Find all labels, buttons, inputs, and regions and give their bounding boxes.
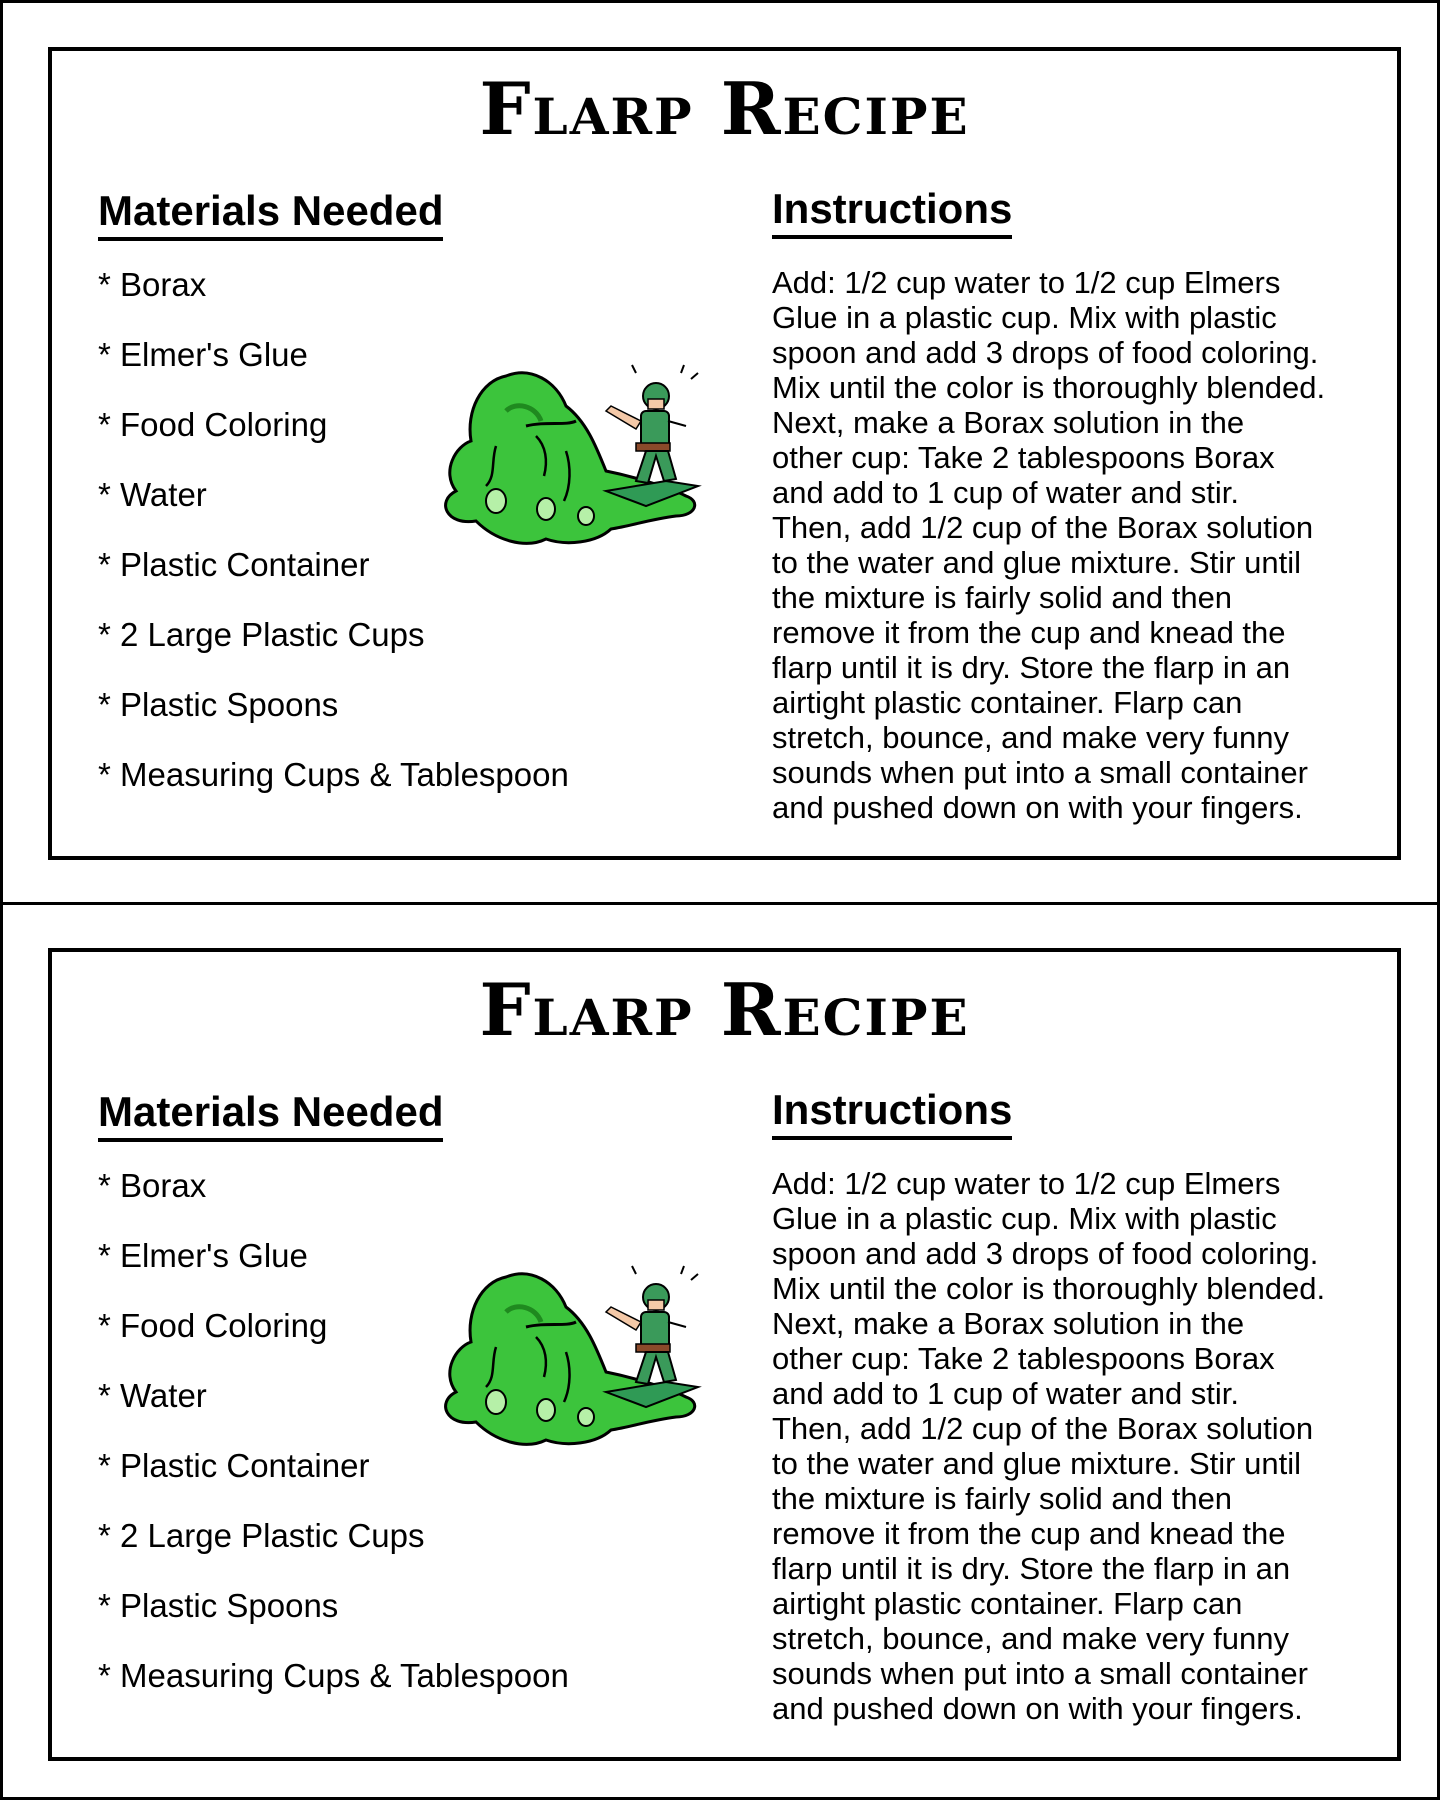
material-item: * Plastic Container [98,546,370,583]
material-item: * Water [98,476,207,513]
material-item: * Borax [98,266,207,303]
materials-heading: Materials Needed [98,1088,443,1142]
material-item: * Elmer's Glue [98,1237,308,1274]
materials-heading: Materials Needed [98,187,443,241]
recipe-card [48,948,1401,1761]
slime-monster-illustration [436,1252,726,1462]
instructions-heading: Instructions [772,185,1012,239]
material-item: * Elmer's Glue [98,336,308,373]
material-item: * 2 Large Plastic Cups [98,616,425,653]
material-item: * Water [98,1377,207,1414]
material-item: * Food Coloring [98,406,328,443]
material-item: * Plastic Spoons [98,686,339,723]
material-item: * Measuring Cups & Tablespoon [98,756,569,793]
material-item: * Plastic Container [98,1447,370,1484]
material-item: * 2 Large Plastic Cups [98,1517,425,1554]
card-title: Flarp Recipe [479,967,970,1052]
material-item: * Measuring Cups & Tablespoon [98,1657,569,1694]
instructions-text: Add: 1/2 cup water to 1/2 cup Elmers Glue in a plastic cup. Mix with plastic spoon and add 3 drops of food coloring. Mix until the color is thoroughly blended. Next, make a Borax solution in the other cup: Take 2 tablespoons Borax and add to 1 cup of water and stir. Then, add 1/2 cup of the Borax solution to the water and glue mixture. Stir until the mixture is fairly solid and then remove it from the cup and knead the flarp until it is dry. Store the flarp in an airtight plastic container. Flarp can stretch, bounce, and make very funny sounds when put into a small container and pushed down on with your fingers. [772,265,1326,825]
material-item: * Borax [98,1167,207,1204]
recipe-card [48,47,1401,860]
slime-monster-illustration [436,351,726,561]
cut-line-divider [3,902,1440,905]
material-item: * Plastic Spoons [98,1587,339,1624]
material-item: * Food Coloring [98,1307,328,1344]
card-title: Flarp Recipe [479,66,970,151]
instructions-heading: Instructions [772,1086,1012,1140]
instructions-text: Add: 1/2 cup water to 1/2 cup Elmers Glue in a plastic cup. Mix with plastic spoon and add 3 drops of food coloring. Mix until the color is thoroughly blended. Next, make a Borax solution in the other cup: Take 2 tablespoons Borax and add to 1 cup of water and stir. Then, add 1/2 cup of the Borax solution to the water and glue mixture. Stir until the mixture is fairly solid and then remove it from the cup and knead the flarp until it is dry. Store the flarp in an airtight plastic container. Flarp can stretch, bounce, and make very funny sounds when put into a small container and pushed down on with your fingers. [772,1166,1326,1726]
